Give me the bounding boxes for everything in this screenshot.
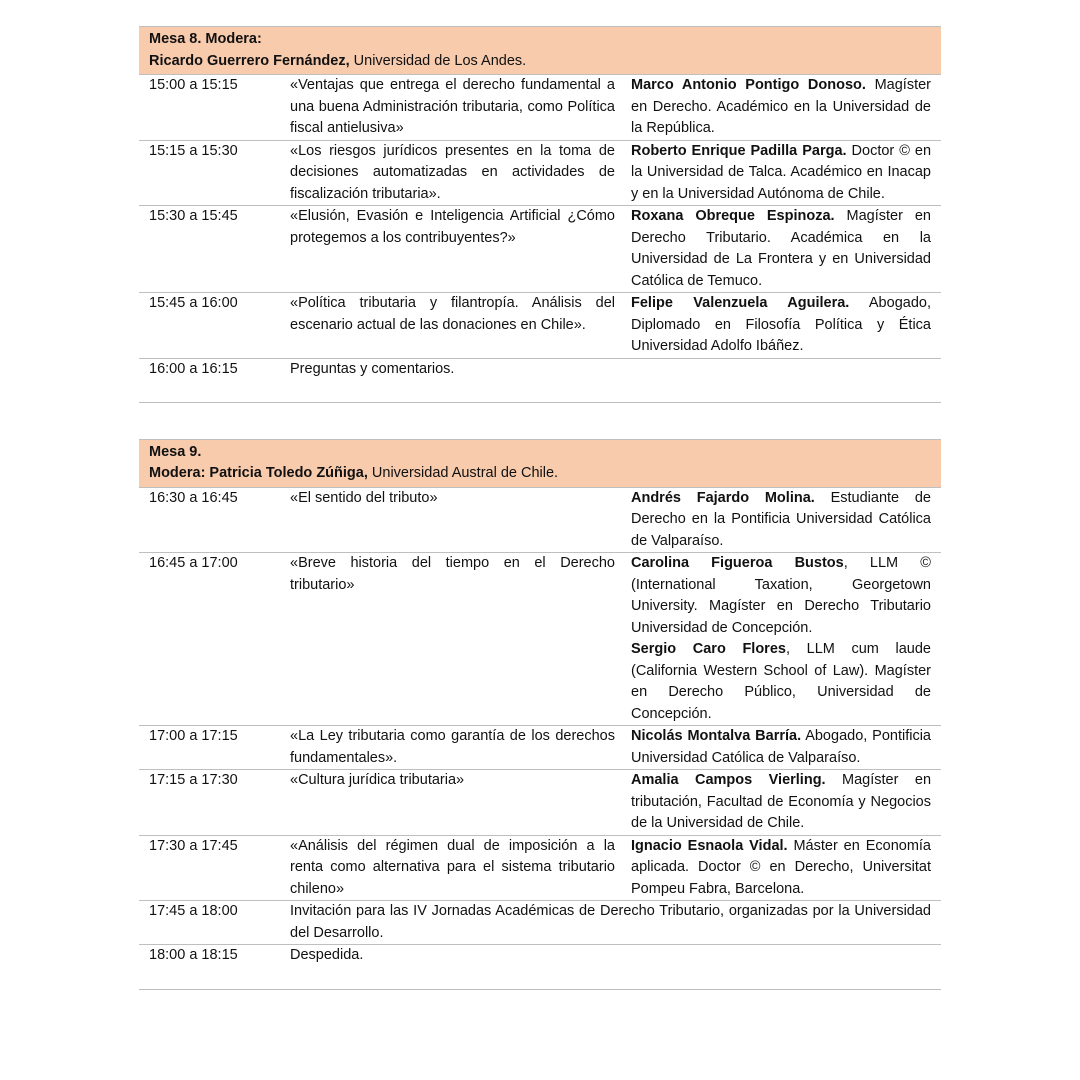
- time-cell: 15:15 a 15:30: [149, 142, 238, 159]
- time-cell: 15:30 a 15:45: [149, 208, 238, 224]
- speaker-description: Magíster en tributación, Facultad de Economía y Negocios de la Universidad de Chile.: [631, 772, 932, 831]
- topic-cell: «Breve historia del tiempo en el Derecho tributario»: [290, 555, 615, 593]
- speaker-description: , LLM © (International Taxation, Georgetown University. Magíster en Derecho Tributario Universidad de Concepción.: [631, 555, 931, 636]
- topic-cell: «Los riesgos jurídicos presentes en la toma de decisiones automatizadas en actividades de fiscalización tributaria».: [290, 142, 615, 202]
- table-row: [139, 206, 941, 293]
- speaker-entry: [631, 488, 931, 553]
- topic-cell: «Política tributaria y filantropía. Análisis del escenario actual de las donaciones en Chile».: [290, 295, 615, 333]
- speaker-description: Abogado, Diplomado en Filosofía Política y Ética Universidad Adolfo Ibáñez.: [631, 295, 931, 354]
- time-cell: 17:45 a 18:00: [149, 903, 238, 919]
- speaker-cell: [631, 770, 941, 835]
- speaker-cell: [631, 75, 941, 140]
- time-cell: 17:30 a 17:45: [149, 837, 238, 854]
- speaker-entry: [631, 639, 931, 725]
- speaker-name: Amalia Campos Vierling.: [631, 772, 826, 788]
- table-row: [139, 293, 941, 359]
- table-row: [139, 75, 941, 141]
- speaker-description: Doctor © en la Universidad de Talca. Académico en Inacap y en la Universidad Autónoma de Chile.: [631, 142, 932, 202]
- speaker-entry: [631, 726, 931, 769]
- speaker-name: Nicolás Montalva Barría.: [631, 728, 802, 744]
- speaker-entry: [631, 770, 931, 835]
- speaker-description: Abogado, Pontificia Universidad Católica de Valparaíso.: [631, 728, 931, 766]
- section-gap: [139, 403, 941, 439]
- speaker-name: Carolina Figueroa Bustos: [631, 555, 844, 571]
- speaker-description: Estudiante de Derecho en la Pontificia Universidad Católica de Valparaíso.: [631, 489, 931, 549]
- table-row: [139, 488, 941, 554]
- table-row: [139, 553, 941, 726]
- speaker-name: Marco Antonio Pontigo Donoso.: [631, 77, 866, 93]
- mesa-8-table: [139, 26, 941, 403]
- speaker-cell: [631, 726, 941, 769]
- speaker-name: Felipe Valenzuela Aguilera.: [631, 295, 850, 311]
- mesa-8-moderator-name: Ricardo Guerrero Fernández,: [149, 52, 350, 69]
- mesa-8-title: Mesa 8. Modera:: [149, 31, 262, 47]
- table-row: [139, 945, 941, 990]
- speaker-entry: [631, 553, 931, 639]
- speaker-cell: [631, 293, 941, 358]
- speaker-cell: [631, 141, 941, 206]
- invitation-cell: Invitación para las IV Jornadas Académicas de Derecho Tributario, organizadas por la Universidad del Desarrollo.: [290, 903, 931, 941]
- program-page: [139, 26, 941, 990]
- speaker-description: Máster en Economía aplicada. Doctor © en Derecho, Universitat Pompeu Fabra, Barcelona.: [631, 837, 931, 897]
- speaker-cell: [631, 488, 941, 553]
- topic-cell: «Análisis del régimen dual de imposición a la renta como alternativa para el sistema tributario chileno»: [290, 837, 615, 897]
- mesa-9-title: Mesa 9.: [149, 443, 202, 460]
- time-cell: 15:00 a 15:15: [149, 77, 238, 93]
- speaker-name: Andrés Fajardo Molina.: [631, 489, 815, 506]
- mesa-9-moderator-affiliation: Universidad Austral de Chile.: [367, 465, 559, 481]
- time-cell: 17:00 a 17:15: [149, 728, 238, 744]
- table-row: [139, 901, 941, 945]
- speaker-cell: [631, 553, 941, 725]
- table-row: [139, 836, 941, 902]
- topic-cell: «La Ley tributaria como garantía de los derechos fundamentales».: [290, 728, 615, 766]
- topic-cell: «Ventajas que entrega el derecho fundamental a una buena Administración tributaria, como Política fiscal antielusiva»: [290, 77, 615, 136]
- topic-cell: «Cultura jurídica tributaria»: [290, 772, 465, 788]
- time-cell: 17:15 a 17:30: [149, 772, 238, 788]
- topic-cell: «Elusión, Evasión e Inteligencia Artificial ¿Cómo protegemos a los contribuyentes?»: [290, 208, 615, 246]
- speaker-name: Roxana Obreque Espinoza.: [631, 208, 835, 224]
- mesa-9-header: [139, 439, 941, 488]
- table-row: [139, 359, 941, 403]
- closing-cell: Preguntas y comentarios.: [290, 360, 455, 377]
- mesa-9-moderator-name: Modera: Patricia Toledo Zúñiga,: [149, 465, 368, 481]
- time-cell: 16:00 a 16:15: [149, 360, 238, 377]
- speaker-entry: [631, 836, 931, 901]
- time-cell: 15:45 a 16:00: [149, 295, 238, 311]
- speaker-description: Magíster en Derecho. Académico en la Universidad de la República.: [631, 77, 932, 136]
- farewell-cell: Despedida.: [290, 947, 364, 963]
- speaker-cell: [631, 206, 941, 292]
- speaker-cell: [631, 836, 941, 901]
- topic-cell: «El sentido del tributo»: [290, 489, 438, 506]
- speaker-description: Magíster en Derecho Tributario. Académica en la Universidad de La Frontera y en Universidad Católica de Temuco.: [631, 208, 931, 289]
- table-row: [139, 141, 941, 207]
- table-row: [139, 770, 941, 836]
- speaker-name: Ignacio Esnaola Vidal.: [631, 837, 788, 854]
- table-row: [139, 726, 941, 770]
- time-cell: 16:30 a 16:45: [149, 489, 238, 506]
- speaker-name: Roberto Enrique Padilla Parga.: [631, 142, 847, 159]
- speaker-name: Sergio Caro Flores: [631, 641, 786, 657]
- time-cell: 18:00 a 18:15: [149, 947, 238, 963]
- time-cell: 16:45 a 17:00: [149, 555, 238, 571]
- mesa-8-header: [139, 26, 941, 75]
- speaker-description: , LLM cum laude (California Western School of Law). Magíster en Derecho Público, Universidad de Concepción.: [631, 641, 931, 722]
- mesa-9-table: [139, 439, 941, 991]
- mesa-8-moderator-affiliation: Universidad de Los Andes.: [349, 52, 527, 69]
